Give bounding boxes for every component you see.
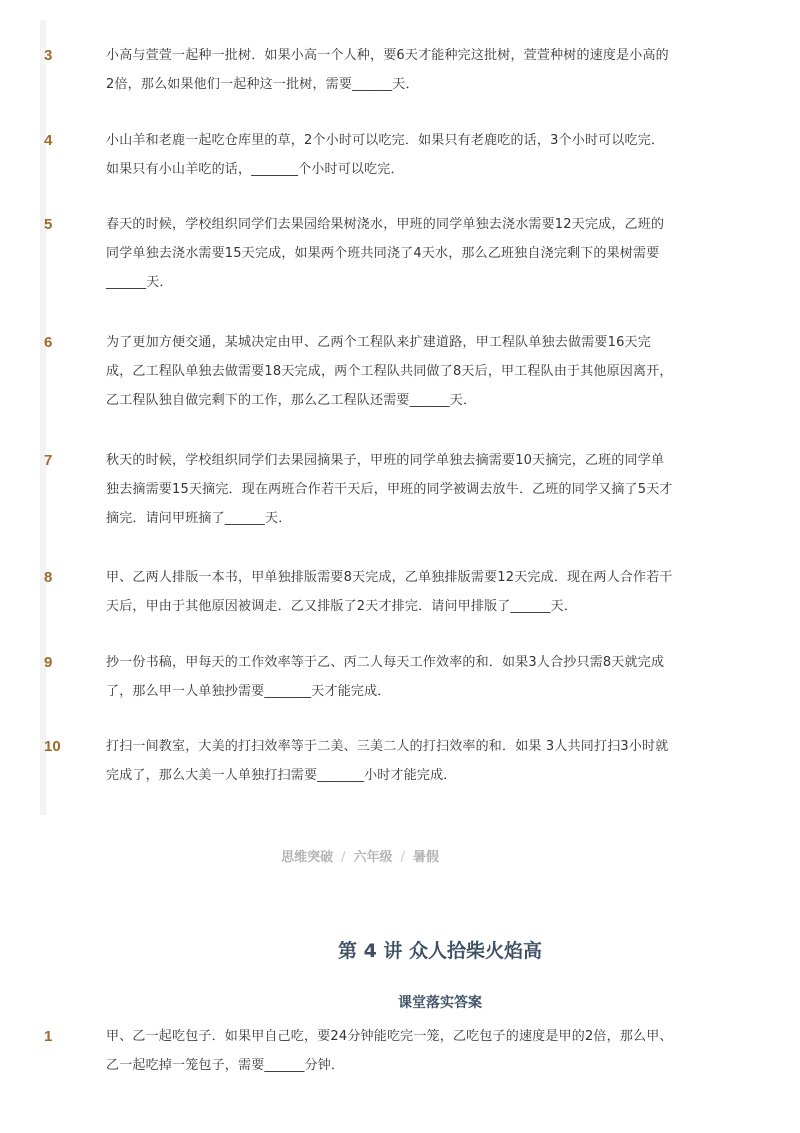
footer-separator: / [400, 850, 405, 865]
problem-number: 10 [44, 738, 61, 755]
problem-text: 打扫一间教室，大美的打扫效率等于二美、三美二人的打扫效率的和．如果 3人共同打扫3小时就 完成了，那么大美一人单独打扫需要_______小时才能完成． [106, 739, 669, 783]
problem-number: 4 [44, 132, 53, 149]
section-subtitle: 课堂落实答案 [398, 995, 482, 1011]
footer-series: 思维突破 [281, 850, 334, 865]
problem-text: 甲、乙两人排版一本书，甲单独排版需要8天完成，乙单独排版需要12天完成．现在两人合作若干 天后，甲由于其他原因被调走．乙又排版了2天才排完．请问甲排版了______天． [106, 570, 673, 614]
problem-number: 6 [44, 334, 53, 351]
footer-separator: / [341, 850, 346, 865]
footer-term: 暑假 [412, 850, 439, 865]
problem-number: 7 [44, 452, 53, 469]
footer-grade: 六年级 [353, 850, 393, 865]
page-footer [0, 846, 720, 865]
problem-text: 小高与萱萱一起种一批树．如果小高一个人种，要6天才能种完这批树，萱萱种树的速度是小高的 2倍，那么如果他们一起种这一批树，需要______天． [106, 48, 669, 92]
problem-text: 秋天的时候，学校组织同学们去果园摘果子，甲班的同学单独去摘需要10天摘完，乙班的同学单 独去摘需要15天摘完．现在两班合作若干天后，甲班的同学被调去放牛．乙班的同学又摘了5天才 摘完．请问甲班摘了______天． [106, 453, 673, 526]
lecture-title: 第 4 讲 众人拾柴火焰高 [337, 940, 543, 962]
problem-number: 1 [44, 1028, 53, 1045]
problem-text: 春天的时候，学校组织同学们去果园给果树浇水，甲班的同学单独去浇水需要12天完成，乙班的 同学单独去浇水需要15天完成，如果两个班共同浇了4天水，那么乙班独自浇完剩下的果树需要 ______天． [106, 217, 665, 290]
problem-number: 3 [44, 47, 53, 64]
problem-text: 为了更加方便交通，某城决定由甲、乙两个工程队来扩建道路，甲工程队单独去做需要16天完 成，乙工程队单独去做需要18天完成，两个工程队共同做了8天后，甲工程队由于其他原因离开， 乙工程队独自做完剩下的工作，那么乙工程队还需要______天． [106, 335, 673, 408]
problem-number: 5 [44, 216, 53, 233]
problem-text: 甲、乙一起吃包子．如果甲自己吃，要24分钟能吃完一笼，乙吃包子的速度是甲的2倍，那么甲、 乙一起吃掉一笼包子，需要______分钟． [106, 1029, 673, 1073]
problem-number: 8 [44, 569, 53, 586]
problem-text: 抄一份书稿，甲每天的工作效率等于乙、丙二人每天工作效率的和．如果3人合抄只需8天就完成 了，那么甲一人单独抄需要_______天才能完成． [106, 655, 665, 699]
problem-text: 小山羊和老鹿一起吃仓库里的草，2个小时可以吃完．如果只有老鹿吃的话，3个小时可以吃完． 如果只有小山羊吃的话，_______个小时可以吃完． [106, 133, 665, 177]
problem-number: 9 [44, 654, 53, 671]
